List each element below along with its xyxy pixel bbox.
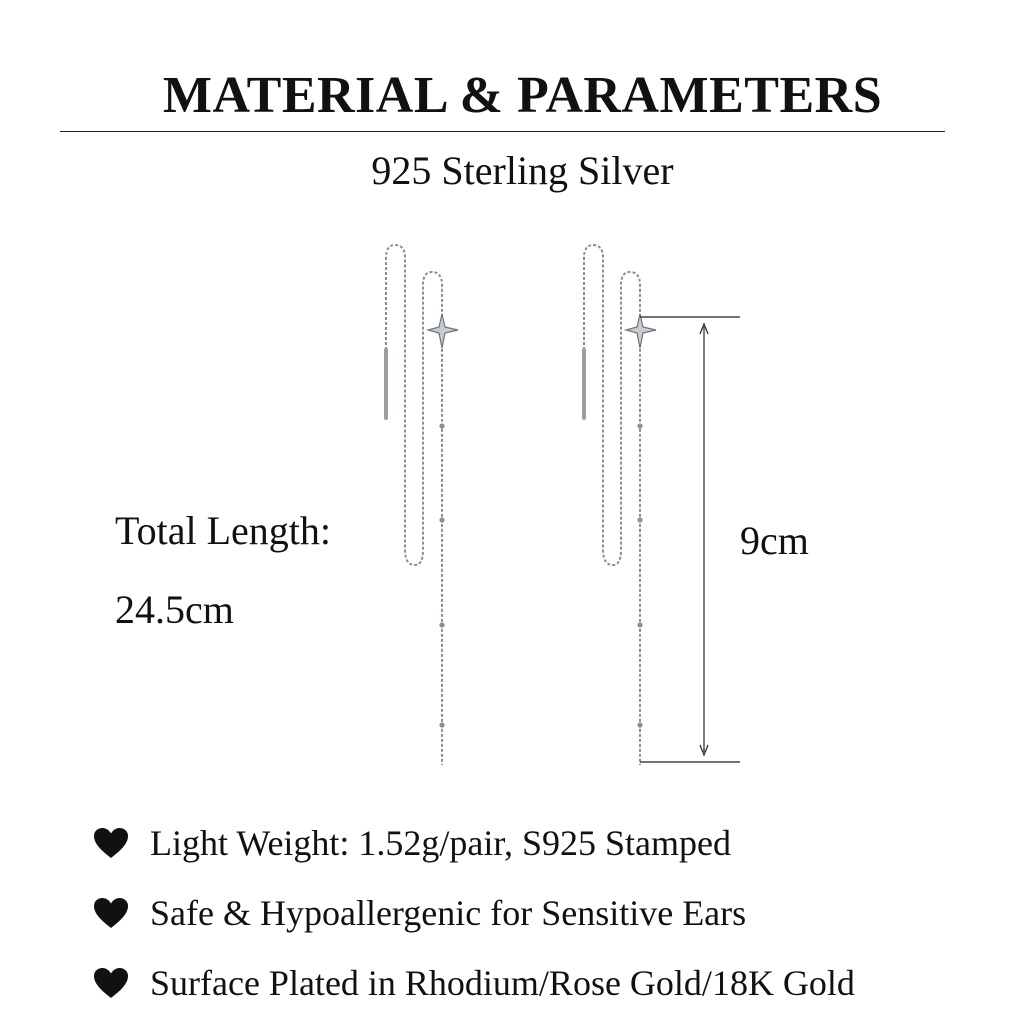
feature-text: Light Weight: 1.52g/pair, S925 Stamped [150, 823, 731, 863]
drop-length-label: 9cm [740, 518, 809, 563]
list-item [92, 948, 855, 1018]
drop-length-indicator [630, 300, 750, 780]
total-length-value: 24.5cm [115, 587, 234, 632]
total-length-label: Total Length: [115, 508, 332, 553]
heart-icon [92, 826, 130, 860]
feature-list [92, 808, 855, 1018]
title-divider [60, 131, 945, 132]
feature-text: Safe & Hypoallergenic for Sensitive Ears [150, 893, 747, 933]
list-item [92, 808, 855, 878]
list-item [92, 878, 855, 948]
threader-earring-image-left [370, 230, 480, 780]
heart-icon [92, 966, 130, 1000]
material-subtitle: 925 Sterling Silver [371, 148, 674, 193]
feature-text: Surface Plated in Rhodium/Rose Gold/18K Gold [150, 963, 855, 1003]
heart-icon [92, 896, 130, 930]
page-title: MATERIAL & PARAMETERS [162, 67, 883, 124]
